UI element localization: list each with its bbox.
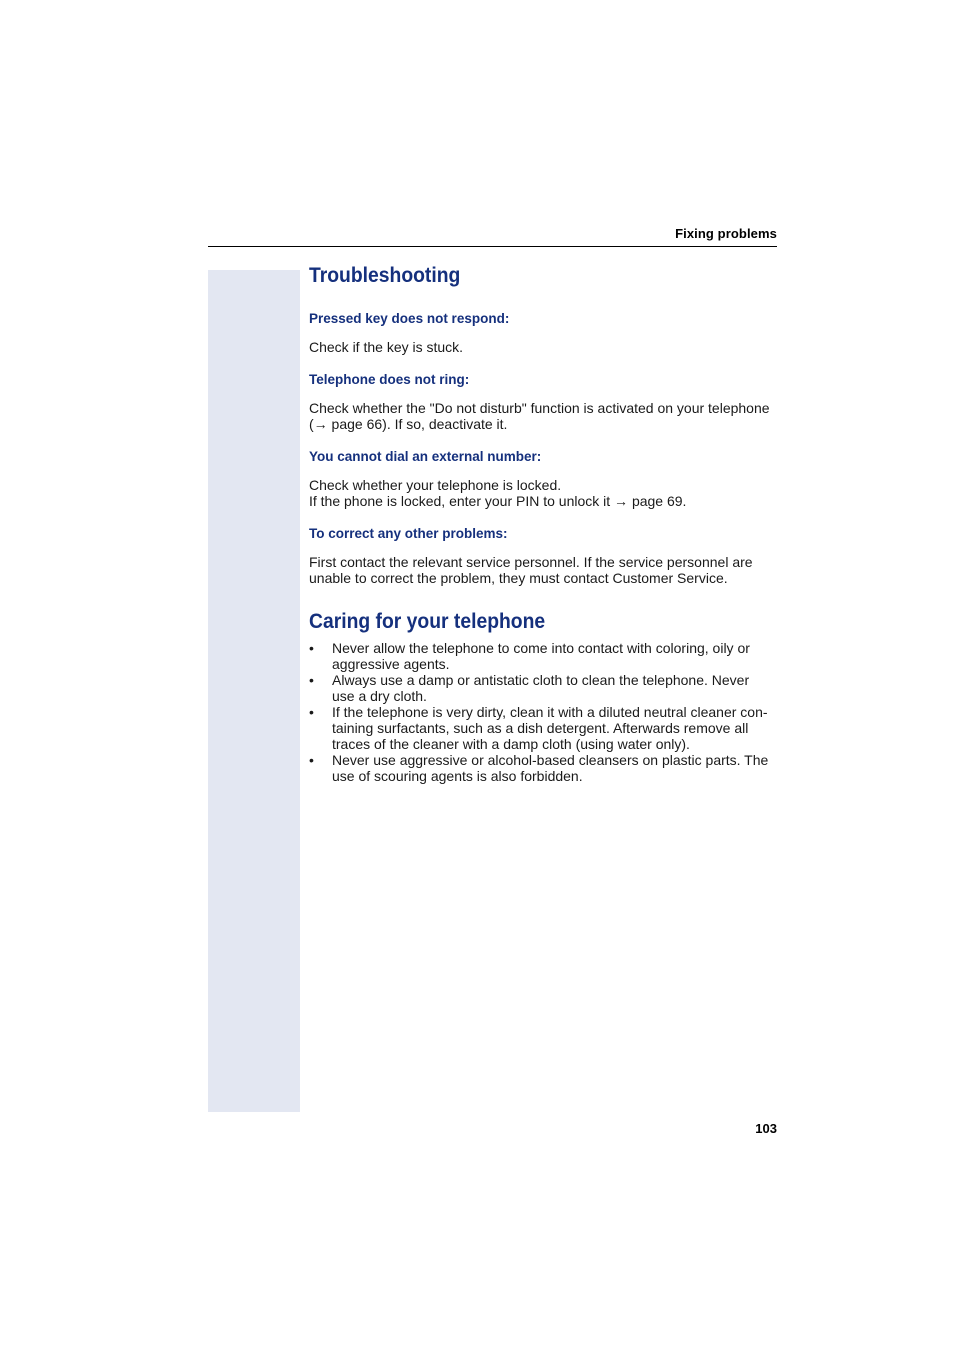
paragraph-other-problems [309,554,779,586]
paragraph-external-number [309,477,779,509]
text-line: If the telephone is very dirty, clean it with a diluted neutral cleaner con- [332,704,768,720]
bullet-glyph: • [309,704,314,720]
text-line: unable to correct the problem, they must contact Customer Service. [309,570,728,586]
text-line: traces of the cleaner with a damp cloth (using water only). [332,736,690,752]
bullet-glyph: • [309,672,314,688]
text-line: If the phone is locked, enter your PIN to unlock it → page 69. [309,493,687,509]
text-line: taining surfactants, such as a dish detergent. Afterwards remove all [332,720,749,736]
subheading-key-not-respond: Pressed key does not respond: [309,311,510,326]
subheading-does-not-ring: Telephone does not ring: [309,372,470,387]
care-title: Caring for your telephone [309,610,546,633]
text-line: Check if the key is stuck. [309,339,464,355]
side-margin-panel [208,270,300,1112]
text-line: use of scouring agents is also forbidden. [332,768,583,784]
page-number: 103 [755,1121,777,1136]
care-bullet-list [309,640,779,784]
subheading-external-number: You cannot dial an external number: [309,449,542,464]
list-item [309,672,779,704]
paragraph-key-not-respond [309,339,779,355]
paragraph-does-not-ring [309,400,779,432]
bullet-glyph: • [309,752,314,768]
list-item [309,752,779,784]
subheading-other-problems: To correct any other problems: [309,526,508,541]
text-line: Check whether the "Do not disturb" function is activated on your telephone [309,400,770,416]
text-line: First contact the relevant service personnel. If the service personnel are [309,554,753,570]
text-line: Check whether your telephone is locked. [309,477,562,493]
list-item [309,640,779,672]
text-line: Never allow the telephone to come into contact with coloring, oily or [332,640,750,656]
text-line: (→ page 66). If so, deactivate it. [309,416,508,432]
text-line: use a dry cloth. [332,688,427,704]
text-line: Never use aggressive or alcohol-based cleansers on plastic parts. The [332,752,769,768]
list-item [309,704,779,752]
header-divider [208,246,777,247]
bullet-glyph: • [309,640,314,656]
text-line: Always use a damp or antistatic cloth to clean the telephone. Never [332,672,750,688]
running-header: Fixing problems [675,226,777,241]
troubleshooting-title: Troubleshooting [309,264,461,287]
text-line: aggressive agents. [332,656,450,672]
